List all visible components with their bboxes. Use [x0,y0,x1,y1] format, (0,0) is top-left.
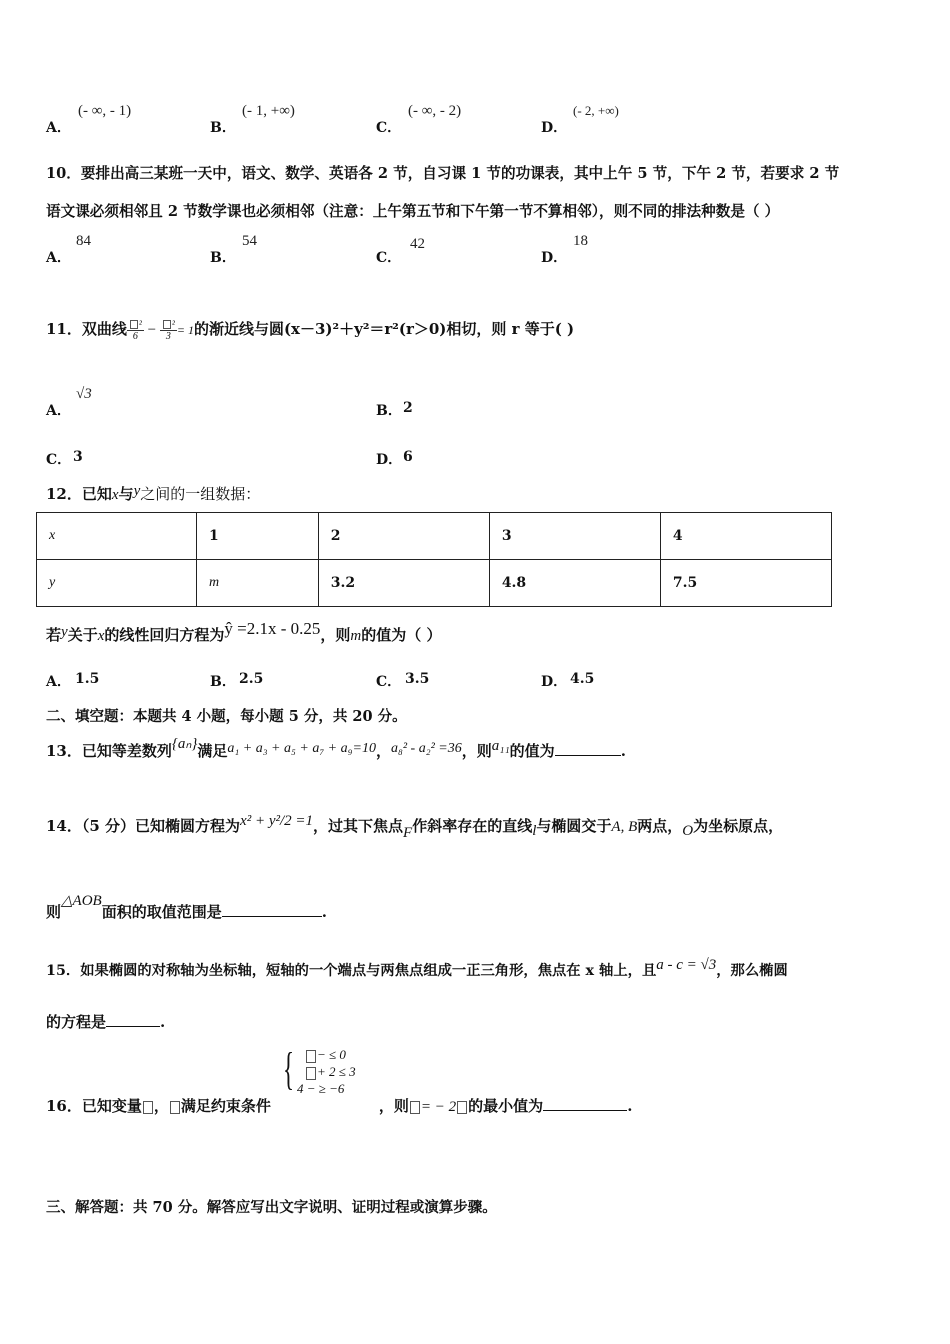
q13-sequence: {aₙ} [171,736,198,752]
q13-target: a₁₁ [491,738,510,754]
q10-option-a-label: A． [46,250,71,266]
q11-option-a-value: √3 [76,386,92,402]
q11-fraction-1: $\frac{\text{²}}{6}$ [127,319,144,342]
q14-stem-line1 [46,813,784,841]
q12-var-x: x [111,487,119,503]
q16-c: 满足约束条件 [180,1097,271,1115]
q14-answer-blank[interactable] [222,902,322,917]
q11-eq-rhs: = 1 [176,323,194,337]
q12-cond-m: m [350,628,362,644]
q16-cons1: − ≤ 0 [317,1047,346,1062]
q13-b: 满足 [197,742,228,760]
q11-stem-text: 的渐近线与圆(x－3)²＋y²＝r²(r＞0)相切，则 r 等于( ) [193,320,575,338]
q14-triangle-AOB: △AOB [61,893,102,909]
q12-part3: 之间的一组数据： [140,485,261,503]
q12-regression-equation: ŷ =2.1x - 0.25 [224,619,321,638]
section-3-heading: 三、解答题：共 70 分。解答应写出文字说明、证明过程或演算步骤。 [46,1199,497,1216]
q12-option-d-value: 4.5 [570,671,595,687]
q9-option-c-label: C． [376,120,402,136]
q13-d: 的值为 [509,742,555,760]
q10-option-c-value: 42 [410,236,425,252]
table-cell: x [37,513,197,560]
q12-option-b-value: 2.5 [239,671,264,687]
table-cell: 7.5 [660,560,831,607]
q16-cons2: + 2 ≤ 3 [317,1064,356,1079]
q12-option-d-label: D． [541,674,568,690]
q10-stem-line2: 语文课必须相邻且 2 节数学课也必须相邻（注意：上午第五节和下午第一节不算相邻），则不同的排法种数是（ ） [46,203,780,220]
q16-b: ， [153,1097,169,1115]
q14-f: 为坐标原点， [693,817,784,835]
q9-option-b-value: (- 1, +∞) [242,103,295,119]
q11-option-c-value: 3 [73,449,83,465]
q10-option-b-label: B． [210,250,236,266]
q12-part2: 与 [118,485,134,503]
q13-expr1: a₁ + a₃ + a₅ + a₇ + a₉=10 [227,741,376,756]
q13-stem [46,736,626,761]
q16-end: . [627,1097,633,1115]
q14-ellipse-equation: x² + y²/2 =1 [240,813,314,829]
table-cell: 2 [318,513,489,560]
q9-option-c-value: (- ∞, - 2) [408,103,462,119]
q12-option-c-label: C． [376,674,402,690]
q16-constraint-1 [305,1046,356,1063]
q11-frac1-den: 6 [132,330,138,342]
q11-option-b-value: 2 [403,400,413,416]
q12-stem [46,483,260,504]
q15-expression: a - c = √3 [656,957,717,973]
q12-cond-a: 若 [46,626,62,644]
q14-g: 则 [46,903,62,921]
q9-option-b-label: B． [210,120,236,136]
table-cell: 3 [489,513,660,560]
section-2-heading: 二、填空题：本题共 4 小题，每小题 5 分，共 20 分。 [46,708,407,725]
table-row [37,513,832,560]
q14-b: ，过其下焦点 [313,817,404,835]
q14-a: 14．（5 分）已知椭圆方程为 [46,817,241,835]
q12-cond-e: 的值为（ ） [361,626,442,644]
q13-a: 13．已知等差数列 [46,742,172,760]
table-cell: m [197,560,319,607]
q12-condition [46,619,442,645]
q16-cons3: 4 − ≥ −6 [297,1081,345,1096]
q16-e: 的最小值为 [468,1097,544,1115]
q14-c: 作斜率存在的直线 [412,817,533,835]
q12-cond-y: y [61,624,68,640]
table-cell: 1 [197,513,319,560]
q11-option-a-label: A． [46,403,71,419]
q14-focus-F: F [403,825,413,841]
table-cell: 4.8 [489,560,660,607]
q14-stem-line2 [46,893,327,922]
q13-c: ，则 [461,742,492,760]
q10-option-b-value: 54 [242,233,257,249]
q14-origin-O: O [682,823,694,839]
q12-cond-c: 的线性回归方程为 [104,626,225,644]
q15-stem-line2 [46,1011,165,1032]
q9-option-d-value: (- 2, +∞) [573,103,619,118]
q14-points-AB: A, B [611,819,638,835]
q16-answer-blank[interactable] [543,1096,627,1111]
q10-option-c-label: C． [376,250,402,266]
q9-option-a-value: (- ∞, - 1) [78,103,132,119]
q12-cond-d: ，则 [320,626,351,644]
q11-frac2-den: 3 [165,330,171,342]
q13-answer-blank[interactable] [555,741,621,756]
q16-objective: = − 2 [420,1099,457,1115]
q16-stem [46,1095,632,1116]
q13-comma: ， [375,742,391,760]
q14-h: 面积的取值范围是 [101,903,222,921]
q15-a: 15．如果椭圆的对称轴为坐标轴，短轴的一个端点与两焦点组成一正三角形，焦点在 x 轴上，且 [46,963,657,979]
q15-end: . [160,1013,166,1031]
q9-option-d-label: D． [541,120,568,136]
q12-option-a-label: A． [46,674,71,690]
q10-option-a-value: 84 [76,233,91,249]
q10-option-d-value: 18 [573,233,588,249]
q11-option-d-label: D． [376,452,403,468]
q11-option-c-label: C． [46,452,72,468]
q13-expr2: a₈² - a₂² =36 [390,741,462,756]
q16-constraint-2 [305,1063,356,1080]
q16-d: ，则 [378,1097,409,1115]
q11-option-d-value: 6 [403,449,413,465]
q10-stem-line1: 10．要排出高三某班一天中，语文、数学、英语各 2 节，自习课 1 节的功课表，其中上午 5 节，下午 2 节，若要求 2 节 [46,165,840,182]
table-row [37,560,832,607]
q10-option-d-label: D． [541,250,568,266]
q11-fraction-2: $\frac{\text{²}}{3}$ [160,319,177,342]
q14-line-l: l [532,823,537,839]
q11-option-b-label: B． [376,403,402,419]
q11-prefix: 11．双曲线 [46,320,127,338]
q13-end: . [620,742,626,760]
q12-data-table [36,512,832,607]
q15-answer-blank[interactable] [106,1012,160,1027]
q12-part1: 12．已知 [46,485,112,503]
q16-a: 16．已知变量 [46,1097,142,1115]
q12-var-y: y [133,483,141,499]
q12-cond-x: x [97,628,105,644]
q15-b: ，那么椭圆 [716,963,788,979]
table-cell: 3.2 [318,560,489,607]
q16-constraint-system [283,1043,356,1097]
q12-option-b-label: B． [210,674,236,690]
q9-option-a-label: A． [46,120,71,136]
q14-e: 两点， [637,817,683,835]
q12-cond-b: 关于 [67,626,98,644]
q14-d: 与椭圆交于 [536,817,612,835]
table-cell: 4 [660,513,831,560]
q12-option-c-value: 3.5 [405,671,430,687]
q14-end: . [321,903,327,921]
q16-brace-icon: { [283,1043,295,1094]
q12-option-a-value: 1.5 [75,671,100,687]
table-cell: y [37,560,197,607]
q15-c: 的方程是 [46,1013,107,1031]
q11-stem: 11．双曲线 $\frac{\text{²}}{6}$ − $\frac{\text{²}}{3}$ = 1的渐近线与圆(x－3)²＋y²＝r²(r＞0)相切，则 r 等于( ) [46,318,575,342]
q15-stem-line1 [46,957,788,980]
